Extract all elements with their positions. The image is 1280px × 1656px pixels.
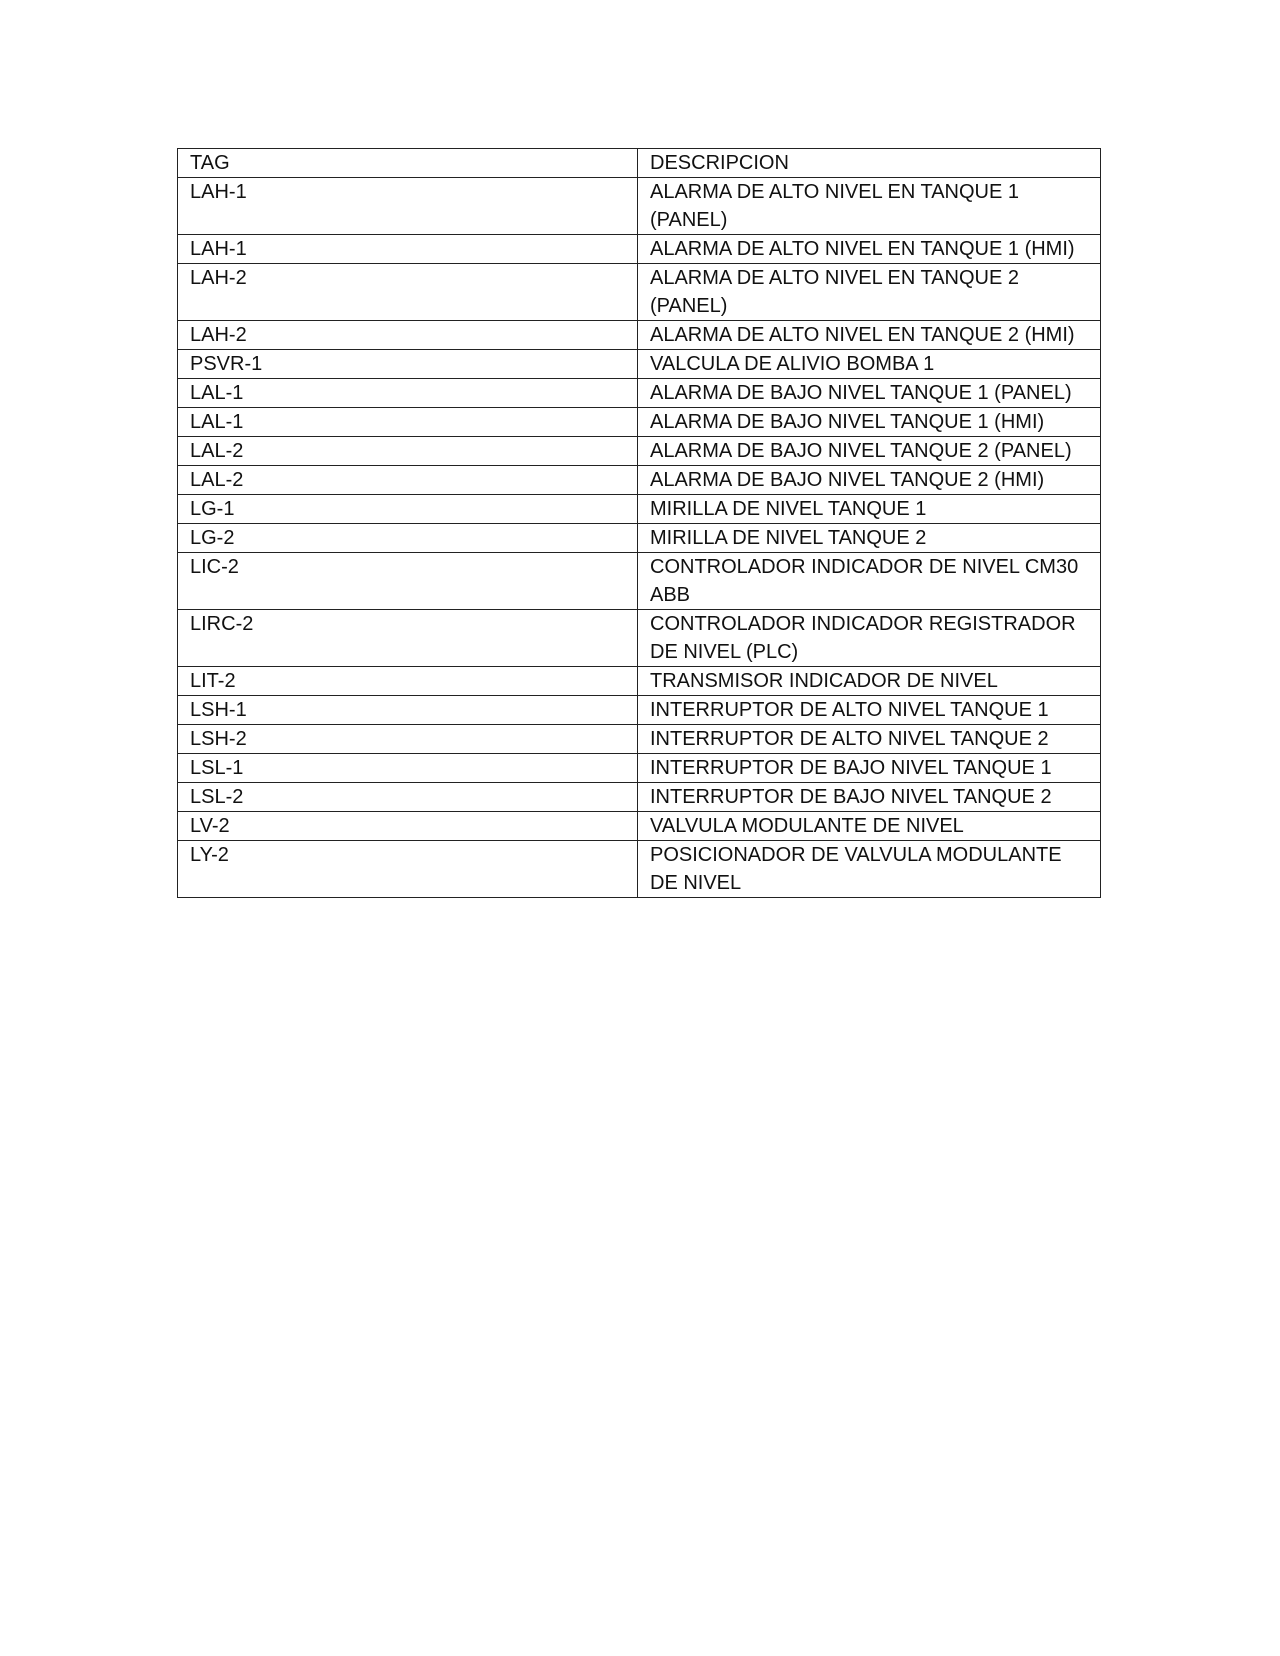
tag-cell: PSVR-1 <box>178 350 638 379</box>
description-cell: VALVULA MODULANTE DE NIVEL <box>638 812 1101 841</box>
table-row <box>178 725 1101 754</box>
tag-cell: LSL-1 <box>178 754 638 783</box>
description-cell: MIRILLA DE NIVEL TANQUE 2 <box>638 524 1101 553</box>
tag-cell: LAH-1 <box>178 178 638 235</box>
tag-cell: LG-2 <box>178 524 638 553</box>
table-row <box>178 235 1101 264</box>
description-cell: ALARMA DE BAJO NIVEL TANQUE 2 (HMI) <box>638 466 1101 495</box>
description-cell: POSICIONADOR DE VALVULA MODULANTE DE NIVEL <box>638 841 1101 898</box>
description-cell: MIRILLA DE NIVEL TANQUE 1 <box>638 495 1101 524</box>
table-row <box>178 408 1101 437</box>
description-cell: ALARMA DE BAJO NIVEL TANQUE 2 (PANEL) <box>638 437 1101 466</box>
table-row <box>178 812 1101 841</box>
tag-cell: LAH-2 <box>178 264 638 321</box>
tag-cell: LAL-2 <box>178 437 638 466</box>
table-row <box>178 178 1101 235</box>
table-row <box>178 264 1101 321</box>
description-cell: ALARMA DE ALTO NIVEL EN TANQUE 2 (HMI) <box>638 321 1101 350</box>
tag-cell: LIRC-2 <box>178 610 638 667</box>
instrument-tag-table <box>177 148 1101 898</box>
tag-cell: LY-2 <box>178 841 638 898</box>
header-description: DESCRIPCION <box>638 149 1101 178</box>
table-row <box>178 754 1101 783</box>
description-cell: INTERRUPTOR DE ALTO NIVEL TANQUE 1 <box>638 696 1101 725</box>
description-cell: ALARMA DE ALTO NIVEL EN TANQUE 1 (PANEL) <box>638 178 1101 235</box>
description-cell: ALARMA DE BAJO NIVEL TANQUE 1 (HMI) <box>638 408 1101 437</box>
table-body <box>178 178 1101 898</box>
tag-cell: LV-2 <box>178 812 638 841</box>
tag-cell: LAL-1 <box>178 408 638 437</box>
tag-cell: LAH-2 <box>178 321 638 350</box>
tag-cell: LAH-1 <box>178 235 638 264</box>
tag-cell: LIT-2 <box>178 667 638 696</box>
description-cell: ALARMA DE ALTO NIVEL EN TANQUE 1 (HMI) <box>638 235 1101 264</box>
description-cell: INTERRUPTOR DE BAJO NIVEL TANQUE 2 <box>638 783 1101 812</box>
table-row <box>178 495 1101 524</box>
table-row <box>178 437 1101 466</box>
table-row <box>178 696 1101 725</box>
table-header-row <box>178 149 1101 178</box>
table-row <box>178 841 1101 898</box>
table-row <box>178 553 1101 610</box>
tag-cell: LSH-1 <box>178 696 638 725</box>
description-cell: INTERRUPTOR DE BAJO NIVEL TANQUE 1 <box>638 754 1101 783</box>
table-row <box>178 321 1101 350</box>
tag-cell: LSL-2 <box>178 783 638 812</box>
table-row <box>178 783 1101 812</box>
description-cell: CONTROLADOR INDICADOR DE NIVEL CM30 ABB <box>638 553 1101 610</box>
tag-cell: LSH-2 <box>178 725 638 754</box>
table-row <box>178 379 1101 408</box>
description-cell: CONTROLADOR INDICADOR REGISTRADOR DE NIVEL (PLC) <box>638 610 1101 667</box>
description-cell: TRANSMISOR INDICADOR DE NIVEL <box>638 667 1101 696</box>
description-cell: VALCULA DE ALIVIO BOMBA 1 <box>638 350 1101 379</box>
table-row <box>178 610 1101 667</box>
tag-cell: LAL-2 <box>178 466 638 495</box>
tag-cell: LG-1 <box>178 495 638 524</box>
description-cell: ALARMA DE BAJO NIVEL TANQUE 1 (PANEL) <box>638 379 1101 408</box>
header-tag: TAG <box>178 149 638 178</box>
table-row <box>178 466 1101 495</box>
description-cell: ALARMA DE ALTO NIVEL EN TANQUE 2 (PANEL) <box>638 264 1101 321</box>
tag-cell: LIC-2 <box>178 553 638 610</box>
description-cell: INTERRUPTOR DE ALTO NIVEL TANQUE 2 <box>638 725 1101 754</box>
table-row <box>178 350 1101 379</box>
table-row <box>178 524 1101 553</box>
table-row <box>178 667 1101 696</box>
tag-cell: LAL-1 <box>178 379 638 408</box>
